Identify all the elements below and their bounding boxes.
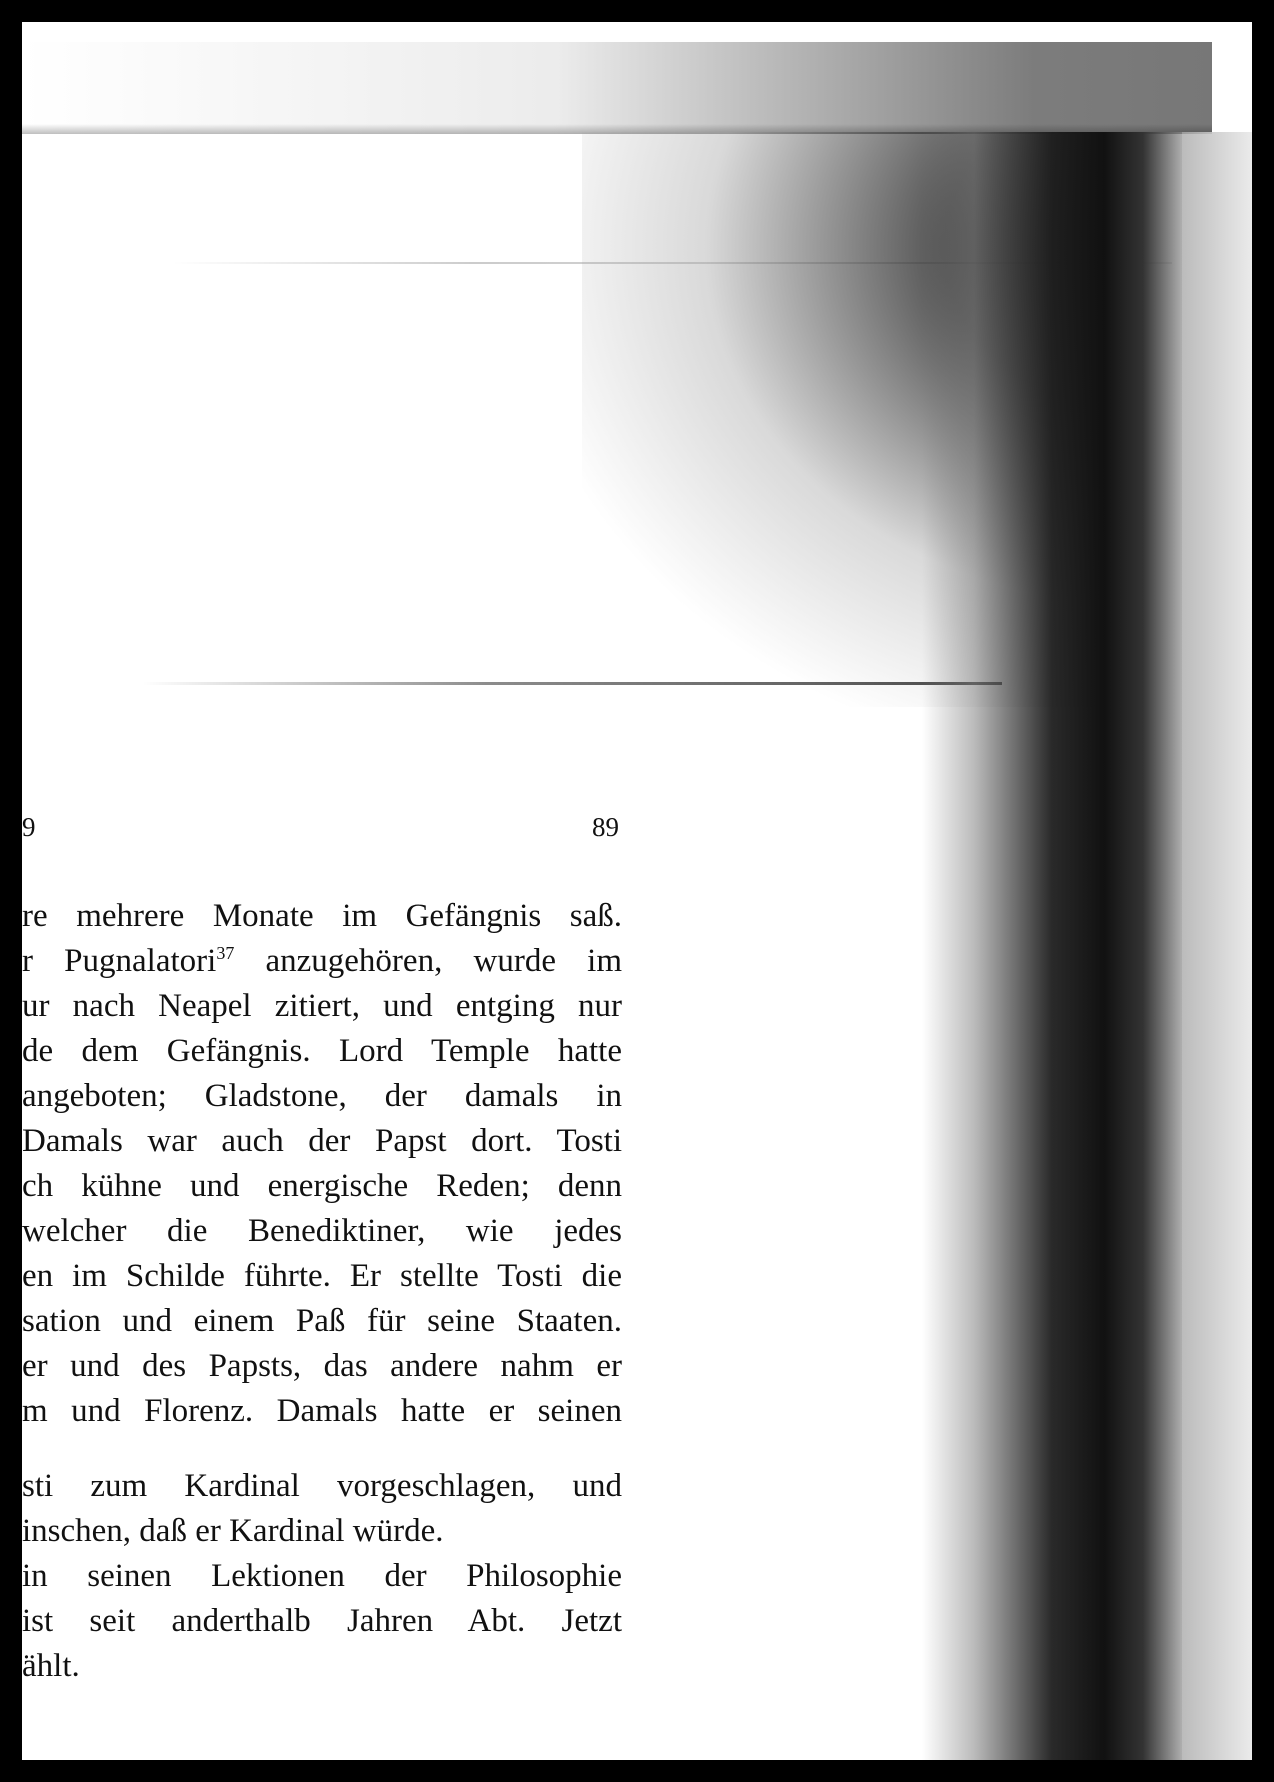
text-line: Damals war auch der Papst dort. Tosti: [22, 1123, 622, 1159]
page-edge-line: [142, 682, 1002, 685]
text-line: in seinen Lektionen der Philosophie: [22, 1558, 622, 1594]
binding-shadow: [922, 132, 1182, 1760]
footnote-marker: 37: [216, 943, 235, 963]
text-line: ur nach Neapel zitiert, und entging nur: [22, 988, 622, 1024]
body-text: [22, 894, 622, 1689]
text-line: sti zum Kardinal vorgeschlagen, und: [22, 1468, 622, 1504]
text-line: sation und einem Paß für seine Staaten.: [22, 1303, 622, 1339]
text-line: en im Schilde führte. Er stellte Tosti die: [22, 1258, 622, 1294]
text-line: ählt.: [22, 1648, 80, 1684]
text-line: de dem Gefängnis. Lord Temple hatte: [22, 1033, 622, 1069]
page-number-right: 89: [592, 812, 619, 842]
text-line: welcher die Benediktiner, wie jedes: [22, 1213, 622, 1249]
text-line: er und des Papsts, das andere nahm er: [22, 1348, 622, 1384]
scanned-page: [22, 22, 1252, 1760]
page-number-left: 9: [22, 812, 36, 842]
text-line: re mehrere Monate im Gefängnis saß.: [22, 898, 622, 934]
text-line: angeboten; Gladstone, der damals in: [22, 1078, 622, 1114]
text-line: r Pugnalatori$^{37}$ anzugehören, wurde im: [22, 943, 622, 979]
paper-edge-top: [22, 42, 1212, 134]
text-line: m und Florenz. Damals hatte er seinen: [22, 1393, 622, 1429]
text-line: inschen, daß er Kardinal würde.: [22, 1513, 444, 1549]
page-margin-right: [1182, 132, 1252, 1760]
text-line: ch kühne und energische Reden; denn: [22, 1168, 622, 1204]
text-line: ist seit anderthalb Jahren Abt. Jetzt: [22, 1603, 622, 1639]
